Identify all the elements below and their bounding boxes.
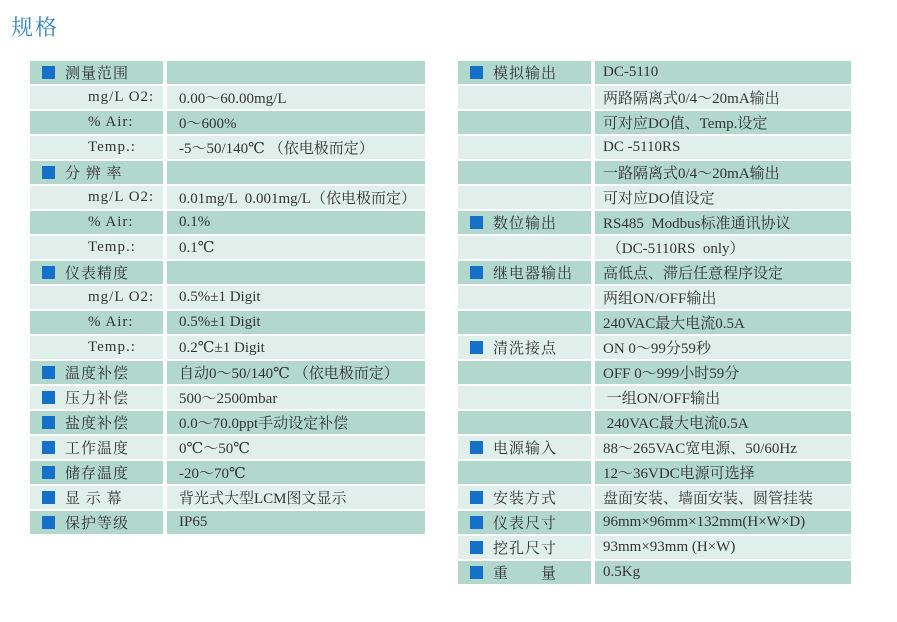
spec-row	[30, 161, 425, 184]
spec-label-cell	[458, 511, 591, 534]
spec-label: % Air:	[88, 214, 134, 230]
spec-label: 仪表尺寸	[493, 516, 558, 532]
spec-label: 显 示 幕	[65, 491, 123, 507]
spec-row	[458, 236, 851, 259]
spec-label-cell	[30, 486, 163, 509]
spec-label-cell	[30, 111, 163, 134]
spec-label-cell	[458, 211, 591, 234]
spec-label-cell	[30, 236, 163, 259]
bullet-square-icon	[42, 66, 55, 79]
spec-label: 压力补偿	[65, 391, 130, 407]
bullet-square-icon	[470, 566, 483, 579]
spec-label-cell	[30, 311, 163, 334]
bullet-square-icon	[470, 216, 483, 229]
spec-label: Temp.:	[88, 139, 136, 155]
spec-row	[458, 461, 851, 484]
spec-row	[458, 361, 851, 384]
spec-row	[458, 136, 851, 159]
spec-value: 240VAC最大电流0.5A	[595, 311, 851, 334]
spec-label-cell	[30, 211, 163, 234]
spec-row	[30, 511, 425, 534]
spec-row	[30, 361, 425, 384]
spec-row	[30, 186, 425, 209]
spec-label: Temp.:	[88, 339, 136, 355]
spec-value: 0.0～70.0ppt手动设定补偿	[167, 411, 425, 434]
spec-value: 可对应DO值设定	[595, 186, 851, 209]
spec-row	[458, 311, 851, 334]
spec-value: -20～70℃	[167, 461, 425, 484]
spec-label: 电源输入	[493, 441, 558, 457]
spec-row	[30, 436, 425, 459]
spec-value: 盘面安装、墙面安装、圆管挂装	[595, 486, 851, 509]
spec-row	[458, 286, 851, 309]
bullet-square-icon	[42, 366, 55, 379]
bullet-square-icon	[470, 66, 483, 79]
spec-value: OFF 0～999小时59分	[595, 361, 851, 384]
spec-row	[30, 211, 425, 234]
spec-row	[30, 236, 425, 259]
spec-value: 自动0～50/140℃ （依电极而定）	[167, 361, 425, 384]
page-title: 规格	[11, 15, 60, 40]
spec-label: % Air:	[88, 314, 134, 330]
spec-label-cell	[30, 411, 163, 434]
bullet-square-icon	[42, 491, 55, 504]
spec-label-cell	[30, 186, 163, 209]
spec-value: 96mm×96mm×132mm(H×W×D)	[595, 511, 851, 534]
spec-row	[30, 111, 425, 134]
bullet-square-icon	[470, 266, 483, 279]
spec-value: 背光式大型LCM图文显示	[167, 486, 425, 509]
spec-value: 0℃～50℃	[167, 436, 425, 459]
bullet-square-icon	[42, 166, 55, 179]
spec-label-cell	[30, 136, 163, 159]
spec-value: DC -5110RS	[595, 136, 851, 159]
spec-value: 两路隔离式0/4～20mA输出	[595, 86, 851, 109]
spec-label: mg/L O2:	[88, 89, 155, 105]
spec-value: 0.5Kg	[595, 561, 851, 584]
spec-value: 93mm×93mm (H×W)	[595, 536, 851, 559]
spec-row	[30, 261, 425, 284]
spec-label-cell	[458, 186, 591, 209]
spec-row	[458, 411, 851, 434]
spec-value: 0.00～60.00mg/L	[167, 86, 425, 109]
spec-value	[167, 161, 425, 184]
spec-value: 一组ON/OFF输出	[595, 386, 851, 409]
spec-label-cell	[458, 161, 591, 184]
spec-row	[30, 311, 425, 334]
spec-row	[30, 86, 425, 109]
spec-label-cell	[458, 536, 591, 559]
spec-label: 重 量	[493, 566, 558, 582]
spec-label-cell	[458, 61, 591, 84]
spec-row	[458, 111, 851, 134]
spec-value	[167, 61, 425, 84]
spec-row	[30, 461, 425, 484]
spec-value: 可对应DO值、Temp.设定	[595, 111, 851, 134]
spec-label: 继电器输出	[493, 266, 574, 282]
spec-row	[30, 286, 425, 309]
spec-label-cell	[458, 386, 591, 409]
spec-label-cell	[30, 161, 163, 184]
bullet-square-icon	[470, 341, 483, 354]
spec-row	[30, 336, 425, 359]
spec-label-cell	[30, 461, 163, 484]
left-spec-table	[30, 61, 425, 536]
spec-label-cell	[458, 461, 591, 484]
bullet-square-icon	[470, 441, 483, 454]
spec-label: 温度补偿	[65, 366, 130, 382]
spec-label: 仪表精度	[65, 266, 130, 282]
spec-value	[167, 261, 425, 284]
spec-row	[458, 486, 851, 509]
bullet-square-icon	[42, 266, 55, 279]
spec-label-cell	[30, 86, 163, 109]
spec-row	[458, 261, 851, 284]
spec-label-cell	[30, 386, 163, 409]
bullet-square-icon	[42, 466, 55, 479]
bullet-square-icon	[470, 491, 483, 504]
spec-label: 工作温度	[65, 441, 130, 457]
bullet-square-icon	[42, 416, 55, 429]
spec-label-cell	[30, 61, 163, 84]
spec-label: 保护等级	[65, 516, 130, 532]
spec-value: DC-5110	[595, 61, 851, 84]
spec-row	[30, 136, 425, 159]
spec-row	[30, 486, 425, 509]
spec-row	[458, 336, 851, 359]
spec-label-cell	[458, 236, 591, 259]
spec-label-cell	[458, 361, 591, 384]
spec-row	[458, 536, 851, 559]
spec-row	[458, 436, 851, 459]
spec-label-cell	[30, 511, 163, 534]
spec-label: 模拟输出	[493, 66, 558, 82]
right-spec-table	[458, 61, 851, 586]
spec-value: 12～36VDC电源可选择	[595, 461, 851, 484]
spec-label-cell	[30, 361, 163, 384]
spec-row	[458, 561, 851, 584]
spec-label-cell	[458, 436, 591, 459]
spec-value: 0.1℃	[167, 236, 425, 259]
spec-value: 0.1%	[167, 211, 425, 234]
spec-row	[30, 411, 425, 434]
spec-label: 挖孔尺寸	[493, 541, 558, 557]
spec-label-cell	[458, 486, 591, 509]
spec-row	[458, 211, 851, 234]
spec-value: 500～2500mbar	[167, 386, 425, 409]
spec-label-cell	[30, 336, 163, 359]
spec-label: % Air:	[88, 114, 134, 130]
spec-label: 测量范围	[65, 66, 130, 82]
bullet-square-icon	[42, 391, 55, 404]
bullet-square-icon	[470, 541, 483, 554]
spec-value: （DC-5110RS only）	[595, 236, 851, 259]
spec-row	[30, 61, 425, 84]
spec-label-cell	[30, 436, 163, 459]
spec-label-cell	[458, 336, 591, 359]
spec-label: 清洗接点	[493, 341, 558, 357]
bullet-square-icon	[42, 441, 55, 454]
spec-value: IP65	[167, 511, 425, 534]
spec-value: ON 0～99分59秒	[595, 336, 851, 359]
spec-row	[30, 386, 425, 409]
spec-label: Temp.:	[88, 239, 136, 255]
spec-label-cell	[458, 411, 591, 434]
spec-label-cell	[458, 111, 591, 134]
spec-label-cell	[458, 561, 591, 584]
spec-label-cell	[458, 136, 591, 159]
spec-value: 0.5%±1 Digit	[167, 311, 425, 334]
spec-row	[458, 61, 851, 84]
spec-label-cell	[458, 311, 591, 334]
spec-value: 一路隔离式0/4～20mA输出	[595, 161, 851, 184]
spec-row	[458, 511, 851, 534]
spec-label-cell	[458, 261, 591, 284]
spec-row	[458, 386, 851, 409]
spec-value: 0.2℃±1 Digit	[167, 336, 425, 359]
spec-value: 高低点、滞后任意程序设定	[595, 261, 851, 284]
spec-label: mg/L O2:	[88, 189, 155, 205]
spec-value: 0.01mg/L 0.001mg/L（依电极而定）	[167, 186, 425, 209]
spec-label: mg/L O2:	[88, 289, 155, 305]
spec-label: 安装方式	[493, 491, 558, 507]
spec-row	[458, 186, 851, 209]
spec-value: 0～600%	[167, 111, 425, 134]
spec-value: -5～50/140℃ （依电极而定）	[167, 136, 425, 159]
spec-value: 240VAC最大电流0.5A	[595, 411, 851, 434]
bullet-square-icon	[470, 516, 483, 529]
spec-label-cell	[30, 261, 163, 284]
spec-label: 储存温度	[65, 466, 130, 482]
spec-value: RS485 Modbus标准通讯协议	[595, 211, 851, 234]
spec-value: 88～265VAC宽电源、50/60Hz	[595, 436, 851, 459]
spec-label-cell	[458, 286, 591, 309]
spec-label: 盐度补偿	[65, 416, 130, 432]
spec-value: 两组ON/OFF输出	[595, 286, 851, 309]
spec-label: 数位输出	[493, 216, 558, 232]
spec-label-cell	[458, 86, 591, 109]
spec-label-cell	[30, 286, 163, 309]
spec-label: 分 辨 率	[65, 166, 123, 182]
spec-value: 0.5%±1 Digit	[167, 286, 425, 309]
spec-row	[458, 161, 851, 184]
bullet-square-icon	[42, 516, 55, 529]
spec-row	[458, 86, 851, 109]
